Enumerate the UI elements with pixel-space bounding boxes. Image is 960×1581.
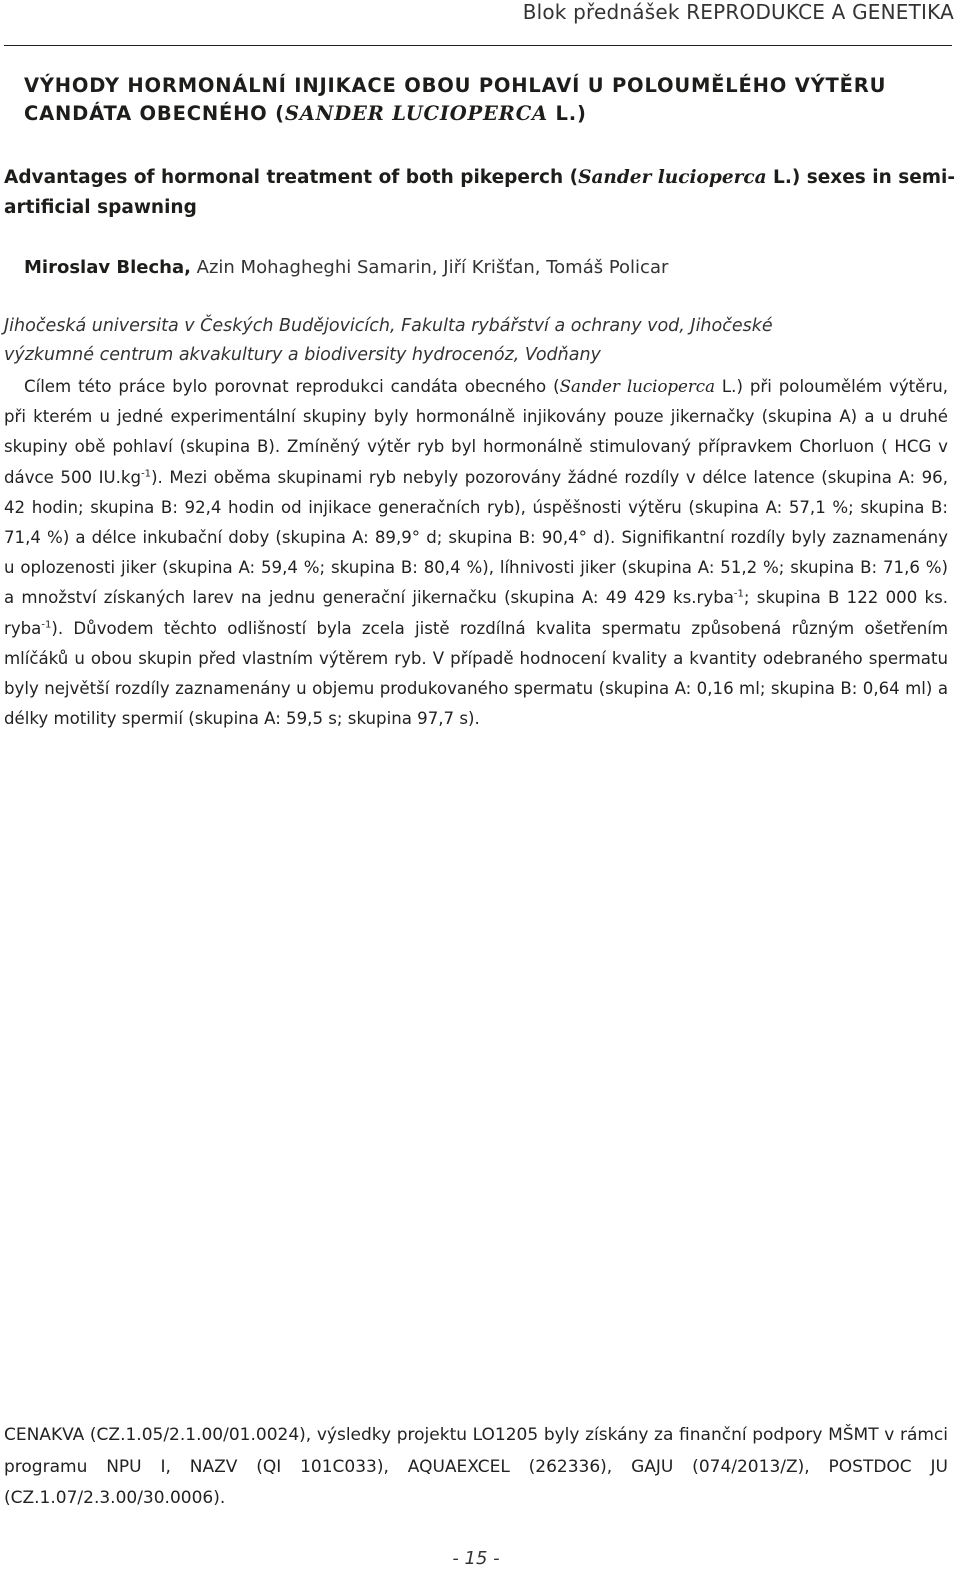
title-english-line-1-post: L.) sexes in semi- <box>766 167 956 188</box>
abstract-latin-name: Sander lucioperca <box>559 377 715 396</box>
abstract-part-2: L.) při poloumělém výtěru, při kterém u jedné experimentální skupiny byly hormonálně injikovány pouze jikernačky (skupina A) a u druhé skupiny obě pohlaví (skupina B). Zmíněný výtěr ryb byl hormonálně stimulovaný přípravkem Chorluon ( HCG v dávce 500 IU.kg <box>4 377 948 487</box>
title-english-line-1-pre: Advantages of hormonal treatment of both pikeperch ( <box>4 167 579 188</box>
affiliation <box>4 312 954 370</box>
acknowledgement <box>4 1420 948 1515</box>
abstract-paragraph <box>4 372 948 734</box>
superscript-unit-2: -1 <box>733 588 744 600</box>
lead-author: Miroslav Blecha, <box>24 257 191 278</box>
header-divider <box>4 45 952 46</box>
title-czech-line-2 <box>24 100 924 128</box>
title-czech-latin-name: SANDER LUCIOPERCA <box>284 102 548 125</box>
abstract-part-5: ). Důvodem těchto odlišností byla zcela jistě rozdílná kvalita spermatu způsobená různým ošetřením mlíčáků u obou skupin před vlastním výtěrem ryb. V případě hodnocení kvality a kvantity odebraného spermatu byly největší rozdíly zaznamenány u objemu produkovaného spermatu (skupina A: 0,16 ml; skupina B: 0,64 ml) a délky motility spermií (skupina A: 59,5 s; skupina 97,7 s). <box>4 618 948 729</box>
title-czech-line-2-post: L.) <box>547 102 587 125</box>
title-czech-line-1: VÝHODY HORMONÁLNÍ INJIKACE OBOU POHLAVÍ U POLOUMĚLÉHO VÝTĚRU <box>24 74 887 97</box>
title-czech-line-2-pre: CANDÁTA OBECNÉHO ( <box>24 102 285 125</box>
abstract-part-3: ). Mezi oběma skupinami ryb nebyly pozorovány žádné rozdíly v délce latence (skupina A: 96, 42 hodin; skupina B: 92,4 hodin od injikace generačních ryb), úspěšnosti výtěru (skupina A: 57,1 %; skupina B: 71,4 %) a délce inkubační doby (skupina A: 89,9° d; skupina B: 90,4° d). Signifikantní rozdíly byly zaznamenány u oplozenosti jiker (skupina A: 59,4 %; skupina B: 80,4 %), líhnivosti jiker (skupina A: 51,2 %; skupina B: 71,6 %) a množství získaných larev na jednu generační jikernačku (skupina A: 49 429 ks.ryba <box>4 467 948 608</box>
superscript-unit-1: -1 <box>141 468 152 480</box>
affiliation-line-1: Jihočeská universita v Českých Budějovicích, Fakulta rybářství a ochrany vod, Jihočeské <box>4 316 773 336</box>
title-english-line-2: artificial spawning <box>4 197 197 218</box>
title-czech <box>24 72 924 128</box>
abstract-part-1: Cílem této práce bylo porovnat reprodukci candáta obecného ( <box>24 377 560 396</box>
superscript-unit-3: -1 <box>41 619 52 631</box>
acknowledgement-text: CENAKVA (CZ.1.05/2.1.00/01.0024), výsledky projektu LO1205 byly získány za finanční podpory MŠMT v rámci programu NPU I, NAZV (QI 101C033), AQUAEXCEL (262336), GAJU (074/2013/Z), POSTDOC JU (CZ.1.07/2.3.00/30.0006). <box>4 1425 948 1508</box>
co-authors: Azin Mohagheghi Samarin, Jiří Krišťan, Tomáš Policar <box>190 257 669 278</box>
abstract <box>4 372 948 734</box>
abstract-part-4: ; skupina B 122 000 ks. ryba <box>4 588 949 638</box>
title-english <box>4 163 954 223</box>
affiliation-line-2: výzkumné centrum akvakultury a biodiversity hydrocenóz, Vodňany <box>4 345 601 365</box>
title-english-line-1 <box>4 163 954 193</box>
authors <box>24 255 668 281</box>
title-english-latin-name: Sander lucioperca <box>578 167 767 188</box>
page-number: - 15 - <box>452 1548 500 1569</box>
running-header: Blok přednášek REPRODUKCE A GENETIKA <box>522 0 954 24</box>
